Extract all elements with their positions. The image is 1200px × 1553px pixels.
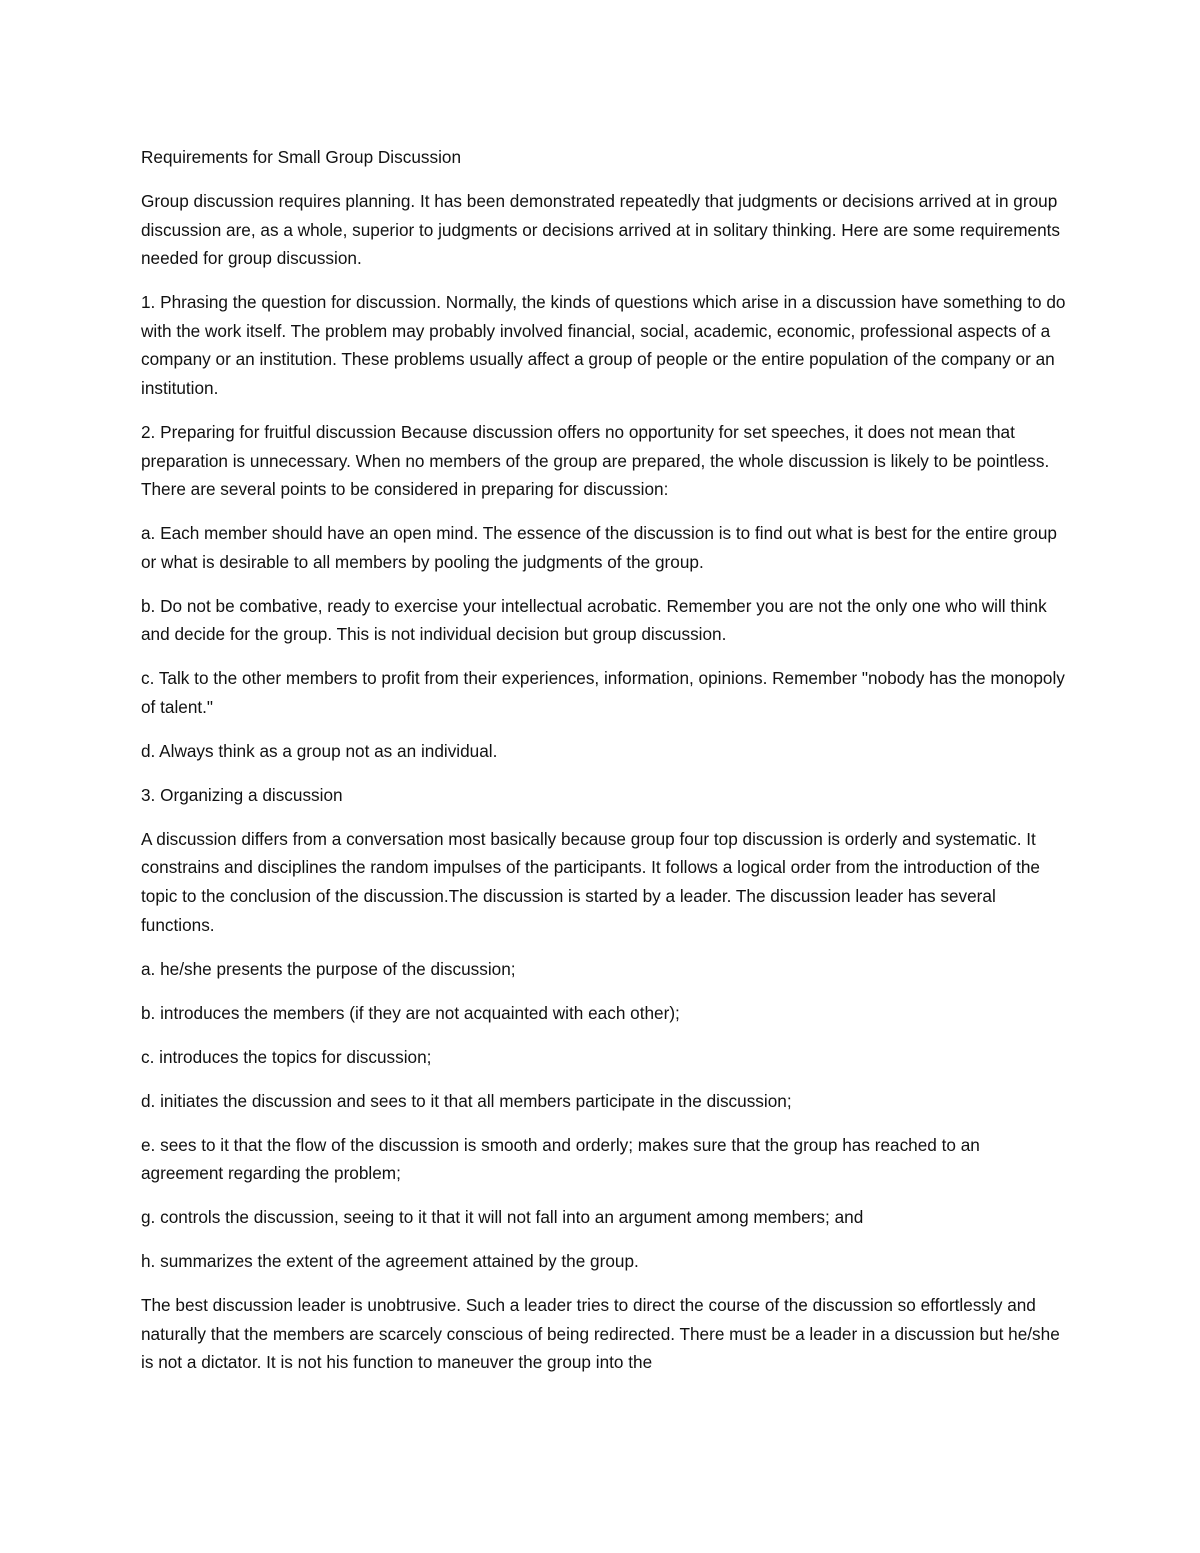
leader-function-c: c. introduces the topics for discussion;: [141, 1046, 432, 1067]
paragraph-point-d-think-as-group: d. Always think as a group not as an individual.: [141, 740, 498, 761]
leader-function-g: g. controls the discussion, seeing to it that it will not fall into an argument among members; and: [141, 1207, 864, 1228]
paragraph-point-c-talk-to-members: c. Talk to the other members to profit from their experiences, information, opinions. Remember "nobody has the monopoly of talent.": [141, 668, 1065, 717]
leader-function-e: e. sees to it that the flow of the discussion is smooth and orderly; makes sure that the group has reached to an agreement regarding the problem;: [141, 1134, 980, 1184]
paragraph-preparing-discussion: 2. Preparing for fruitful discussion Because discussion offers no opportunity for set speeches, it does not mean that preparation is unnecessary. When no members of the group are prepared, the whole discussion is likely to be pointless. There are several points to be considered in preparing for discussion:: [141, 421, 1050, 500]
paragraph-phrasing-question: 1. Phrasing the question for discussion. Normally, the kinds of questions which arise in a discussion have something to do with the work itself. The problem may probably involved financial, social, academic, economic, professional aspects of a company or an institution. These problems usually affect a group of people or the entire population of the company or an institution.: [141, 292, 1066, 398]
paragraph-point-a-open-mind: a. Each member should have an open mind. The essence of the discussion is to find out what is best for the entire group or what is desirable to all members by pooling the judgments of the group.: [141, 523, 1057, 572]
leader-function-a: a. he/she presents the purpose of the discussion;: [141, 958, 516, 979]
paragraph-best-discussion-leader: The best discussion leader is unobtrusive. Such a leader tries to direct the course of the discussion so effortlessly and naturally that the members are scarcely conscious of being redirected. There must be a leader in a discussion but he/she is not a dictator. It is not his function to maneuver the group into the: [141, 1295, 1060, 1373]
leader-function-b: b. introduces the members (if they are not acquainted with each other);: [141, 1002, 680, 1023]
paragraph-organizing-discussion: 3. Organizing a discussion: [141, 784, 343, 805]
document-title: Requirements for Small Group Discussion: [141, 147, 461, 167]
leader-function-h: h. summarizes the extent of the agreement attained by the group.: [141, 1251, 639, 1272]
leader-function-d: d. initiates the discussion and sees to it that all members participate in the discussion;: [141, 1090, 792, 1111]
document-body: [141, 143, 1066, 1392]
paragraph-point-b-not-combative: b. Do not be combative, ready to exercise your intellectual acrobatic. Remember you are not the only one who will think and decide for the group. This is not individual decision but group discussion.: [141, 595, 1047, 645]
paragraph-discussion-vs-conversation: A discussion differs from a conversation most basically because group four top discussion is orderly and systematic. It constrains and disciplines the random impulses of the participants. It follows a logical order from the introduction of the topic to the conclusion of the discussion.The discussion is started by a leader. The discussion leader has several functions.: [141, 828, 1040, 935]
intro-paragraph: Group discussion requires planning. It has been demonstrated repeatedly that judgments or decisions arrived at in group discussion are, as a whole, superior to judgments or decisions arrived at in solitary thinking. Here are some requirements needed for group discussion.: [141, 190, 1061, 269]
